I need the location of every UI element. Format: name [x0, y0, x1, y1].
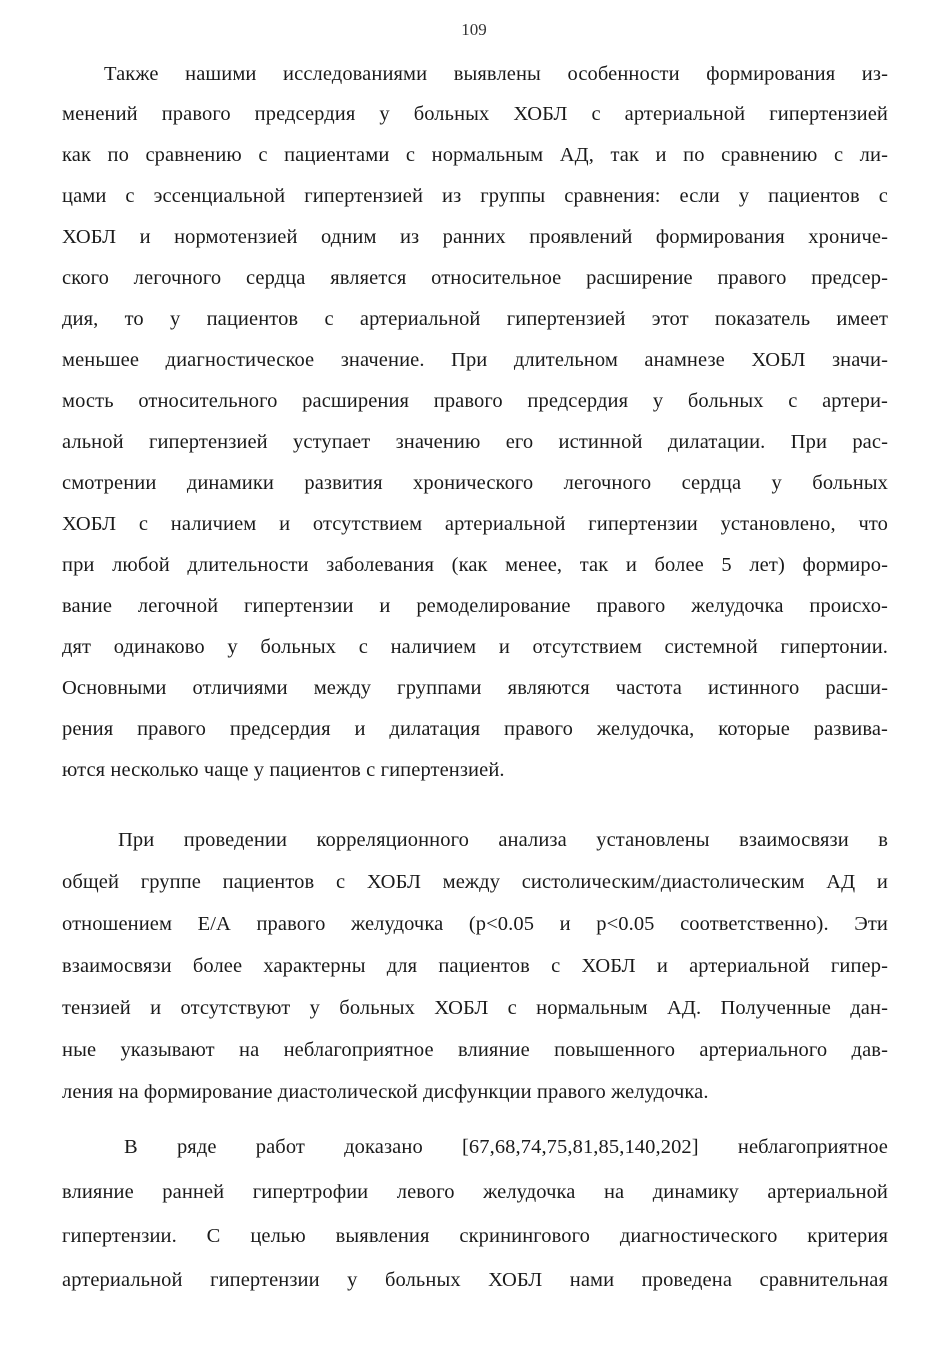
paragraph-2-line-7: ления на формирование диастолической дисфункции правого желудочка. — [62, 1081, 709, 1103]
paragraph-1-line-18: ются несколько чаще у пациентов с гипертензией. — [62, 759, 505, 781]
paragraph-1-line-13: при любой длительности заболевания (как менее, так и более 5 лет) формиро- — [62, 554, 888, 576]
paragraph-2-line-3: отношением Е/А правого желудочка (p<0.05 и p<0.05 соответственно). Эти — [62, 913, 888, 935]
paragraph-1-line-10: альной гипертензией уступает значению его истинной дилатации. При рас- — [62, 431, 888, 453]
paragraph-1-line-1: Также нашими исследованиями выявлены особенности формирования из- — [104, 63, 888, 85]
paragraph-1-line-4: цами с эссенциальной гипертензией из группы сравнения: если у пациентов с — [62, 185, 888, 207]
paragraph-1-line-11: смотрении динамики развития хронического легочного сердца у больных — [62, 472, 888, 494]
paragraph-2-line-1: При проведении корреляционного анализа установлены взаимосвязи в — [118, 829, 888, 851]
paragraph-1-line-17: рения правого предсердия и дилатация правого желудочка, которые развива- — [62, 718, 888, 740]
paragraph-1-line-6: ского легочного сердца является относительное расширение правого предсер- — [62, 267, 888, 289]
page-number: 109 — [461, 20, 487, 39]
paragraph-3-line-3: гипертензии. С целью выявления скринингового диагностического критерия — [62, 1225, 888, 1247]
paragraph-1-line-12: ХОБЛ с наличием и отсутствием артериальной гипертензии установлено, что — [62, 513, 888, 535]
paragraph-2-line-5: тензией и отсутствуют у больных ХОБЛ с нормальным АД. Полученные дан- — [62, 997, 888, 1019]
paragraph-2-line-4: взаимосвязи более характерны для пациентов с ХОБЛ и артериальной гипер- — [62, 955, 888, 977]
paragraph-1-line-16: Основными отличиями между группами являются частота истинного расши- — [62, 677, 888, 699]
paragraph-1-line-14: вание легочной гипертензии и ремоделирование правого желудочка происхо- — [62, 595, 888, 617]
paragraph-2-line-2: общей группе пациентов с ХОБЛ между систолическим/диастолическим АД и — [62, 871, 888, 893]
paragraph-1-line-5: ХОБЛ и нормотензией одним из ранних проявлений формирования хрониче- — [62, 226, 888, 248]
paragraph-1-line-3: как по сравнению с пациентами с нормальным АД, так и по сравнению с ли- — [62, 144, 888, 166]
paragraph-1-line-15: дят одинаково у больных с наличием и отсутствием системной гипертонии. — [62, 636, 888, 658]
paragraph-1-line-7: дия, то у пациентов с артериальной гипертензией этот показатель имеет — [62, 308, 888, 330]
paragraph-1-line-2: менений правого предсердия у больных ХОБЛ с артериальной гипертензией — [62, 103, 888, 125]
paragraph-3-line-1: В ряде работ доказано [67,68,74,75,81,85,140,202] неблагоприятное — [124, 1136, 888, 1158]
paragraph-2-line-6: ные указывают на неблагоприятное влияние повышенного артериального дав- — [62, 1039, 888, 1061]
paragraph-3-line-4: артериальной гипертензии у больных ХОБЛ нами проведена сравнительная — [62, 1269, 888, 1291]
paragraph-1-line-8: меньшее диагностическое значение. При длительном анамнезе ХОБЛ значи- — [62, 349, 888, 371]
paragraph-3-line-2: влияние ранней гипертрофии левого желудочка на динамику артериальной — [62, 1181, 888, 1203]
paragraph-1-line-9: мость относительного расширения правого предсердия у больных с артери- — [62, 390, 888, 412]
